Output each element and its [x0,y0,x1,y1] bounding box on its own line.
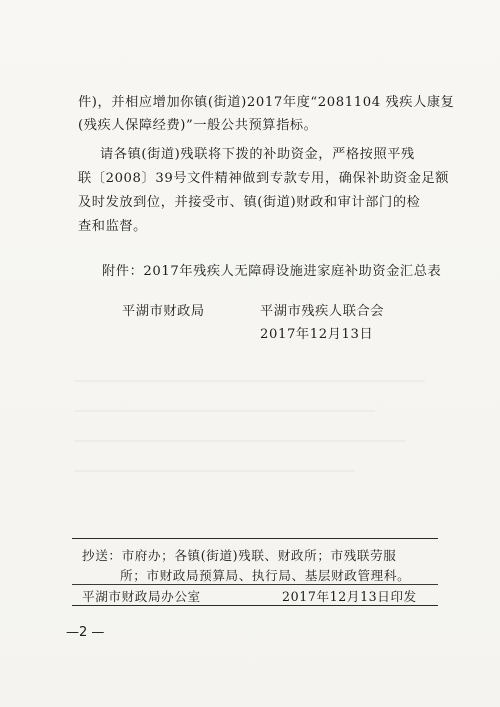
bleed-through-mark [75,440,405,442]
issuing-office: 平湖市财政局办公室 [82,589,201,604]
footer-rule-bottom [72,605,438,606]
body-line-1: 件)，并相应增加你镇(街道)2017年度“2081104 残疾人康复 [78,95,455,110]
signature-disabled-federation: 平湖市残疾人联合会 [260,304,385,319]
body-line-6: 查和监督。 [78,219,147,234]
body-line-5: 及时发放到位，并接受市、镇(街道)财政和审计部门的检 [78,195,421,210]
footer-rule-middle [72,584,438,585]
page-number: —2 — [66,625,105,640]
signature-date: 2017年12月13日 [260,327,374,342]
issue-date: 2017年12月13日印发 [282,589,417,604]
bleed-through-mark [75,470,355,472]
body-line-4: 联〔2008〕39号文件精神做到专款专用，确保补助资金足额 [78,171,450,186]
bleed-through-mark [75,410,375,412]
cc-line-1: 抄送：市府办；各镇(街道)残联、财政所；市残联劳服 [82,548,397,563]
cc-line-2: 所；市财政局预算局、执行局、基层财政管理科。 [120,568,411,583]
signature-finance-bureau: 平湖市财政局 [122,304,205,319]
body-line-3: 请各镇(街道)残联将下拨的补助资金，严格按照平残 [100,147,415,162]
attachment-note: 附件：2017年残疾人无障碍设施进家庭补助资金汇总表 [102,264,442,279]
body-line-2: (残疾人保障经费)”一般公共预算指标。 [78,118,318,133]
bleed-through-mark [75,380,425,382]
footer-rule-top [72,538,438,539]
